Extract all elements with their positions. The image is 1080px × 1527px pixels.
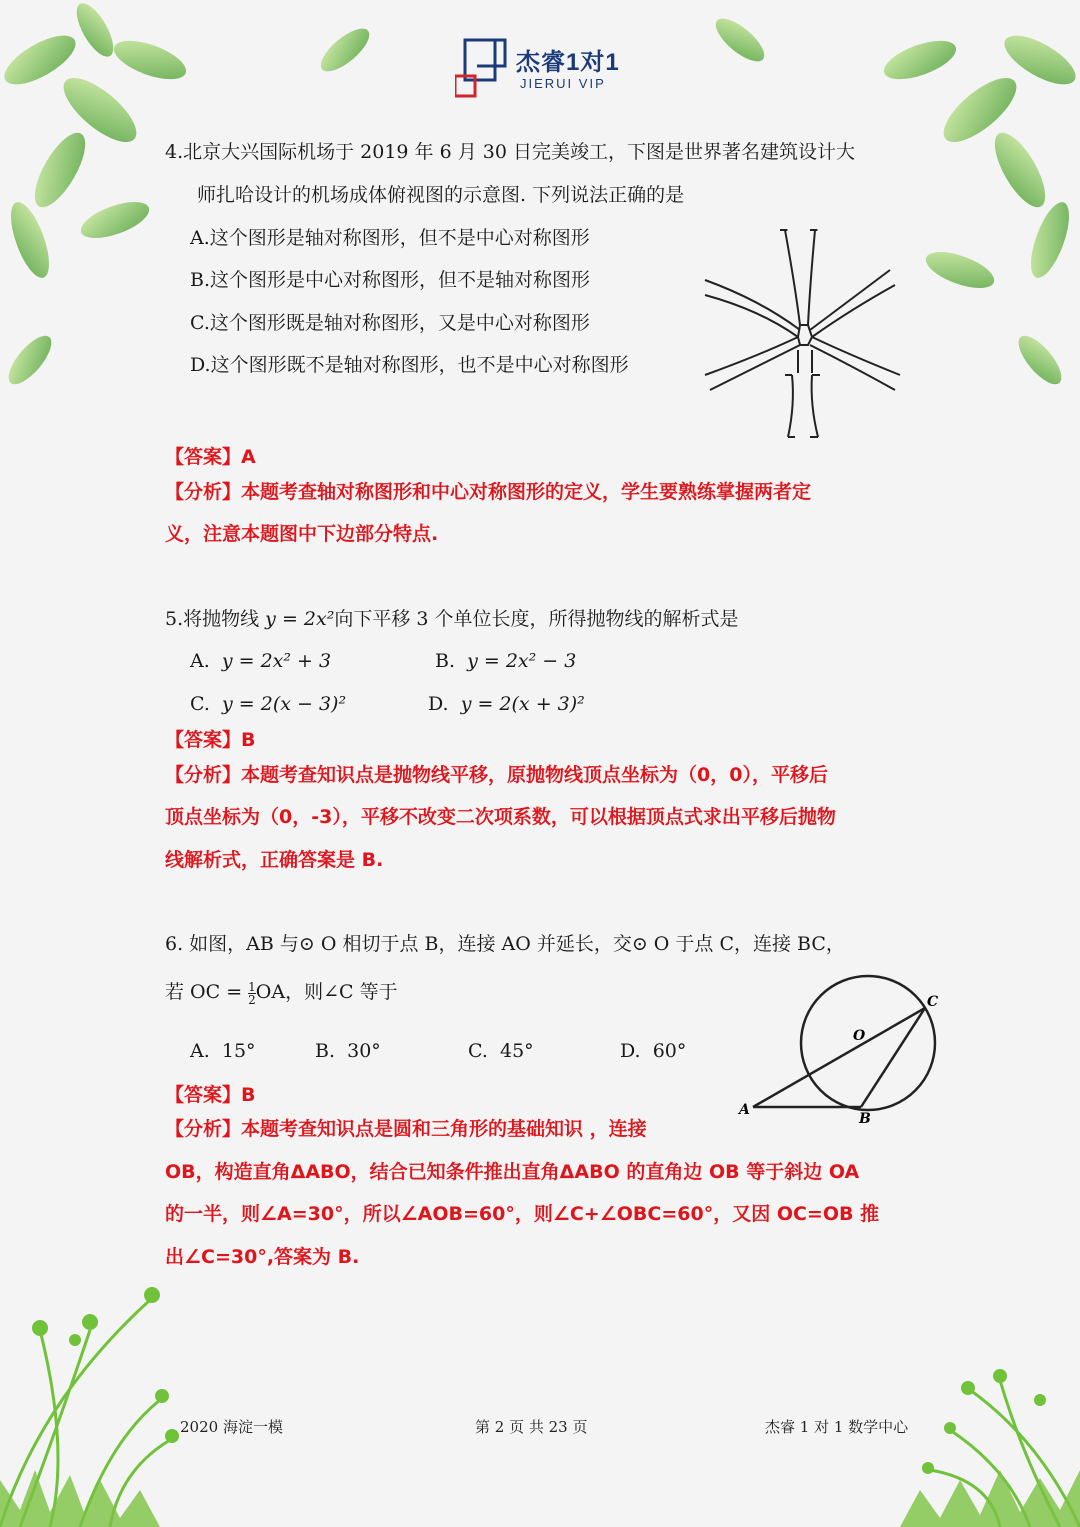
q4-line1: 4.北京大兴国际机场于 2019 年 6 月 30 日完美竣工，下图是世界著名建筑设计大 (165, 141, 855, 163)
label-c: C (927, 994, 939, 1010)
q6-line1: 6. 如图，AB 与⊙ O 相切于点 B，连接 AO 并延长，交⊙ O 于点 C，连接 BC， (165, 933, 845, 955)
q4-analysis-line1: 【分析】本题考查轴对称图形和中心对称图形的定义，学生要熟练掌握两者定 (165, 481, 812, 503)
q5-analysis-line2: 顶点坐标为（0，-3），平移不改变二次项系数，可以根据顶点式求出平移后抛物 (165, 806, 836, 828)
circle-figure (735, 970, 945, 1130)
q4-analysis-line2: 义，注意本题图中下边部分特点. (165, 523, 439, 545)
footer-left: 2020 海淀一模 (180, 1418, 283, 1436)
q5-option-b: B. y = 2x² − 3 (435, 650, 577, 672)
q6-analysis-line3: 的一半，则∠A=30°，所以∠AOB=60°，则∠C+∠OBC=60°，又因 OC=OB 推 (165, 1203, 880, 1225)
q5-answer: 【答案】B (165, 729, 256, 751)
q5-analysis-line3: 线解析式，正确答案是 B. (165, 849, 384, 871)
fraction: $\frac{1}{2}$ (248, 979, 256, 1007)
label-a: A (739, 1102, 750, 1118)
q4-answer: 【答案】A (165, 446, 256, 468)
q6-option-c: C. 45° (468, 1040, 534, 1062)
footer-right: 杰睿 1 对 1 数学中心 (765, 1418, 909, 1436)
q6-answer: 【答案】B (165, 1084, 256, 1106)
q5-option-d: D. y = 2(x + 3)² (428, 693, 585, 715)
airport-figure (700, 225, 915, 440)
q5-stem (165, 607, 739, 631)
q5-suffix: 向下平移 3 个单位长度，所得抛物线的解析式是 (334, 608, 739, 630)
q6-line2: 若 OC = $\frac{1}{2}$ OA，则∠C 等于 (165, 979, 398, 1007)
q4-line2: 师扎哈设计的机场成体俯视图的示意图. 下列说法正确的是 (197, 184, 685, 206)
brand-sub: JIERUI VIP (520, 76, 606, 91)
label-o: O (853, 1028, 866, 1044)
q4-option-a: A.这个图形是轴对称图形，但不是中心对称图形 (190, 227, 590, 249)
footer-page: 第 2 页 共 23 页 (475, 1418, 588, 1436)
q6-option-d: D. 60° (620, 1040, 687, 1062)
q6-option-a: A. 15° (190, 1040, 256, 1062)
q4-option-d: D.这个图形既不是轴对称图形，也不是中心对称图形 (190, 354, 629, 376)
q5-option-a: A. y = 2x² + 3 (190, 650, 332, 672)
q5-analysis-line1: 【分析】本题考查知识点是抛物线平移，原抛物线顶点坐标为（0，0），平移后 (165, 764, 828, 786)
q4-option-c: C.这个图形既是轴对称图形，又是中心对称图形 (190, 312, 590, 334)
q5-func: y = 2x² (265, 608, 335, 630)
brand-name: 杰睿1对1 (516, 49, 620, 76)
q5-prefix: 5.将抛物线 (165, 608, 266, 630)
q6-analysis-line4: 出∠C=30°,答案为 B. (165, 1246, 360, 1268)
q6-analysis-line2: OB，构造直角ΔABO，结合已知条件推出直角ΔABO 的直角边 OB 等于斜边 OA (165, 1161, 860, 1183)
q6-analysis-line1: 【分析】本题考查知识点是圆和三角形的基础知识 ，连接 (165, 1118, 647, 1140)
q4-option-b: B.这个图形是中心对称图形，但不是轴对称图形 (190, 269, 591, 291)
q6-option-b: B. 30° (315, 1040, 381, 1062)
q5-option-c: C. y = 2(x − 3)² (190, 693, 347, 715)
label-b: B (859, 1111, 871, 1127)
